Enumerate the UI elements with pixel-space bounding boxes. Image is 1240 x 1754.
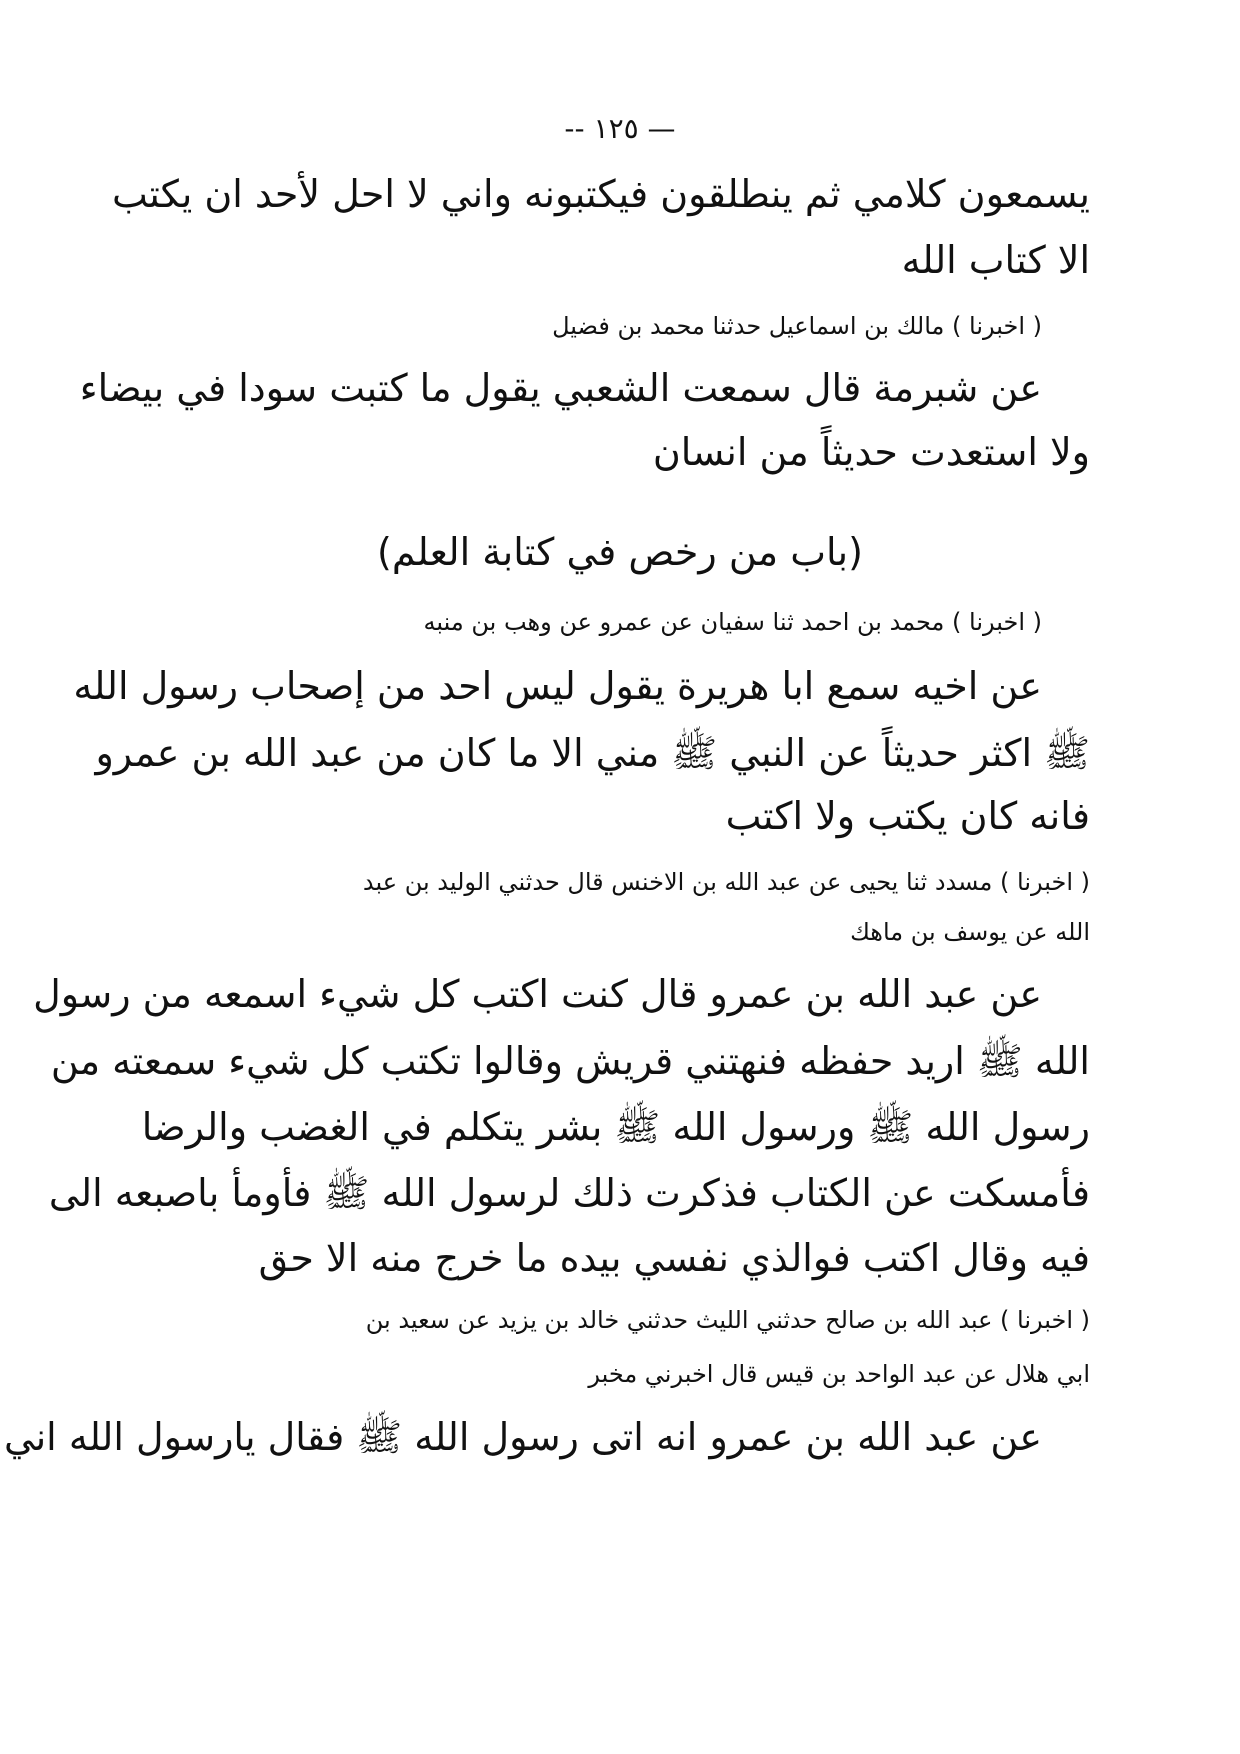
- text-line-1: يسمعون كلامي ثم ينطلقون فيكتبونه واني لا احل لأحد ان يكتب: [111, 172, 1090, 216]
- text-line-20: عن عبد الله بن عمرو انه اتى رسول الله ﷺ فقال يارسول الله اني: [3, 1415, 1042, 1459]
- text-line-19: ابي هلال عن عبد الواحد بن قيس قال اخبرني مخبر: [588, 1360, 1090, 1388]
- text-line-11: ( اخبرنا ) مسدد ثنا يحيى عن عبد الله بن الاخنس قال حدثني الوليد بن عبد: [362, 868, 1090, 896]
- text-line-17: فيه وقال اكتب فوالذي نفسي بيده ما خرج منه الا حق: [258, 1236, 1090, 1280]
- text-line-4: عن شبرمة قال سمعت الشعبي يقول ما كتبت سودا في بيضاء: [79, 366, 1042, 410]
- text-line-14: الله ﷺ اريد حفظه فنهتني قريش وقالوا تكتب كل شيء سمعته من: [50, 1039, 1090, 1083]
- text-line-3: ( اخبرنا ) مالك بن اسماعيل حدثنا محمد بن فضيل: [552, 312, 1042, 340]
- text-line-16: فأمسكت عن الكتاب فذكرت ذلك لرسول الله ﷺ فأومأ باصبعه الى: [48, 1171, 1090, 1215]
- text-line-18: ( اخبرنا ) عبد الله بن صالح حدثني الليث حدثني خالد بن يزيد عن سعيد بن: [365, 1306, 1090, 1334]
- chapter-heading: (باب من رخص في كتابة العلم): [377, 530, 863, 574]
- text-line-8: عن اخيه سمع ابا هريرة يقول ليس احد من إصحاب رسول الله: [73, 664, 1042, 708]
- text-line-10: فانه كان يكتب ولا اكتب: [725, 794, 1090, 838]
- text-line-15: رسول الله ﷺ ورسول الله ﷺ بشر يتكلم في الغضب والرضا: [141, 1105, 1090, 1149]
- text-line-12: الله عن يوسف بن ماهك: [850, 918, 1090, 946]
- text-line-9: ﷺ اكثر حديثاً عن النبي ﷺ مني الا ما كان من عبد الله بن عمرو: [95, 731, 1090, 775]
- text-body-continued: [3, 0, 1090, 1754]
- page-number: -- ١٢٥ —: [564, 112, 676, 145]
- text-line-5: ولا استعدت حديثاً من انسان: [652, 430, 1090, 474]
- text-line-2: الا كتاب الله: [901, 238, 1090, 282]
- text-line-13: عن عبد الله بن عمرو قال كنت اكتب كل شيء اسمعه من رسول: [33, 972, 1042, 1016]
- text-line-7: ( اخبرنا ) محمد بن احمد ثنا سفيان عن عمرو عن وهب بن منبه: [423, 608, 1042, 636]
